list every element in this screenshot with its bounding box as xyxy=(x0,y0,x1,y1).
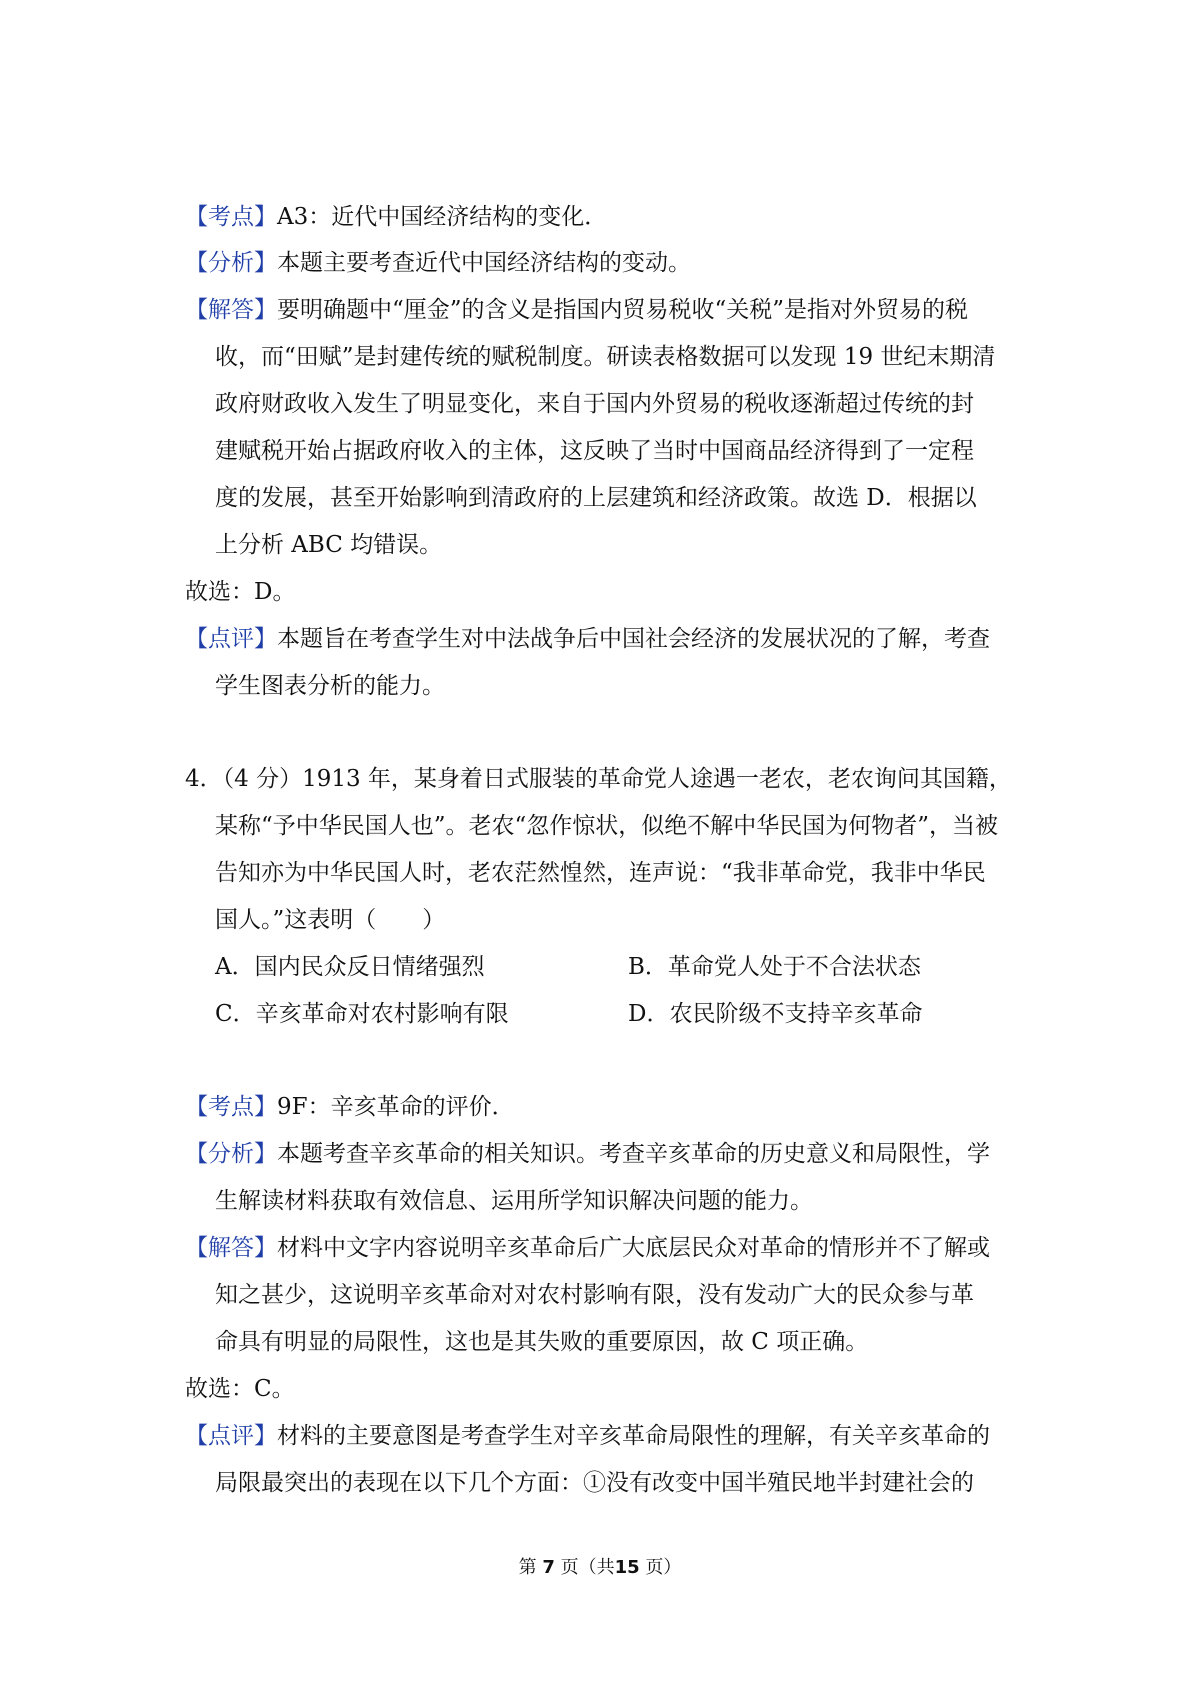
kaodian-text: A3：近代中国经济结构的变化． xyxy=(277,204,608,230)
dianping-line-4: 局限最突出的表现在以下几个方面：①没有改变中国半殖民地半封建社会的 xyxy=(215,1470,974,1496)
footer-mid: 页（共 xyxy=(560,1557,615,1578)
jieda-line-7 xyxy=(185,1231,990,1265)
answer-line-2: 故选：C。 xyxy=(185,1376,295,1402)
jieda-line-1 xyxy=(185,293,968,327)
question-4-line-2: 某称“予中华民国人也”。老农“忽作惊状，似绝不解中华民国为何物者”，当被 xyxy=(215,813,999,839)
jieda-line-6: 上分析 ABC 均错误。 xyxy=(215,532,443,558)
dianping-line-3 xyxy=(185,1419,990,1453)
option-a: A．国内民众反日情绪强烈 xyxy=(215,954,485,980)
kaodian-tag: 【考点】 xyxy=(185,1094,277,1120)
footer-prefix: 第 xyxy=(518,1557,537,1578)
fenxi-tag: 【分析】 xyxy=(185,1141,277,1167)
page-footer xyxy=(0,1556,1200,1580)
option-d: D．农民阶级不支持辛亥革命 xyxy=(628,1001,923,1027)
jieda-line-9: 命具有明显的局限性，这也是其失败的重要原因，故 C 项正确。 xyxy=(215,1329,869,1355)
jieda-line-4: 建赋税开始占据政府收入的主体，这反映了当时中国商品经济得到了一定程 xyxy=(215,438,974,464)
option-c: C．辛亥革命对农村影响有限 xyxy=(215,1001,509,1027)
question-4-line-1: 4．（4 分）1913 年，某身着日式服装的革命党人途遇一老农，老农询问其国籍， xyxy=(185,766,1012,792)
fenxi-line-2 xyxy=(185,1137,990,1171)
dianping-line-2: 学生图表分析的能力。 xyxy=(215,673,445,699)
kaodian-tag: 【考点】 xyxy=(185,204,277,230)
question-4-line-3: 告知亦为中华民国人时，老农茫然惶然，连声说：“我非革命党，我非中华民 xyxy=(215,860,986,886)
jieda-line-2: 收，而“田赋”是封建传统的赋税制度。研读表格数据可以发现 19 世纪末期清 xyxy=(215,344,996,370)
dianping-text: 本题旨在考查学生对中法战争后中国社会经济的发展状况的了解，考查 xyxy=(277,626,990,652)
jieda-line-5: 度的发展，甚至开始影响到清政府的上层建筑和经济政策。故选 D．根据以 xyxy=(215,485,977,511)
dianping-line-1 xyxy=(185,622,990,656)
fenxi-tag: 【分析】 xyxy=(185,250,277,276)
footer-page-number: 7 xyxy=(542,1557,555,1578)
dianping-text: 材料的主要意图是考查学生对辛亥革命局限性的理解，有关辛亥革命的 xyxy=(277,1423,990,1449)
kaodian-text: 9F：辛亥革命的评价． xyxy=(277,1094,515,1120)
jieda-tag: 【解答】 xyxy=(185,1235,277,1261)
question-4-line-4: 国人。”这表明（ ） xyxy=(215,907,446,933)
option-b: B．革命党人处于不合法状态 xyxy=(628,954,921,980)
footer-suffix: 页） xyxy=(645,1557,682,1578)
jieda-line-3: 政府财政收入发生了明显变化，来自于国内外贸易的税收逐渐超过传统的封 xyxy=(215,391,974,417)
jieda-text: 材料中文字内容说明辛亥革命后广大底层民众对革命的情形并不了解或 xyxy=(277,1235,990,1261)
jieda-tag: 【解答】 xyxy=(185,297,277,323)
kaodian-line-2 xyxy=(185,1090,515,1124)
jieda-line-8: 知之甚少，这说明辛亥革命对对农村影响有限，没有发动广大的民众参与革 xyxy=(215,1282,974,1308)
jieda-text: 要明确题中“厘金”的含义是指国内贸易税收“关税”是指对外贸易的税 xyxy=(277,297,969,323)
footer-total-pages: 15 xyxy=(614,1557,640,1578)
kaodian-line-1 xyxy=(185,200,607,234)
fenxi-line-2b: 生解读材料获取有效信息、运用所学知识解决问题的能力。 xyxy=(215,1188,813,1214)
dianping-tag: 【点评】 xyxy=(185,626,277,652)
fenxi-text: 本题考查辛亥革命的相关知识。考查辛亥革命的历史意义和局限性，学 xyxy=(277,1141,990,1167)
fenxi-line-1 xyxy=(185,246,691,280)
fenxi-text: 本题主要考查近代中国经济结构的变动。 xyxy=(277,250,691,276)
dianping-tag: 【点评】 xyxy=(185,1423,277,1449)
answer-line-1: 故选：D。 xyxy=(185,579,296,605)
